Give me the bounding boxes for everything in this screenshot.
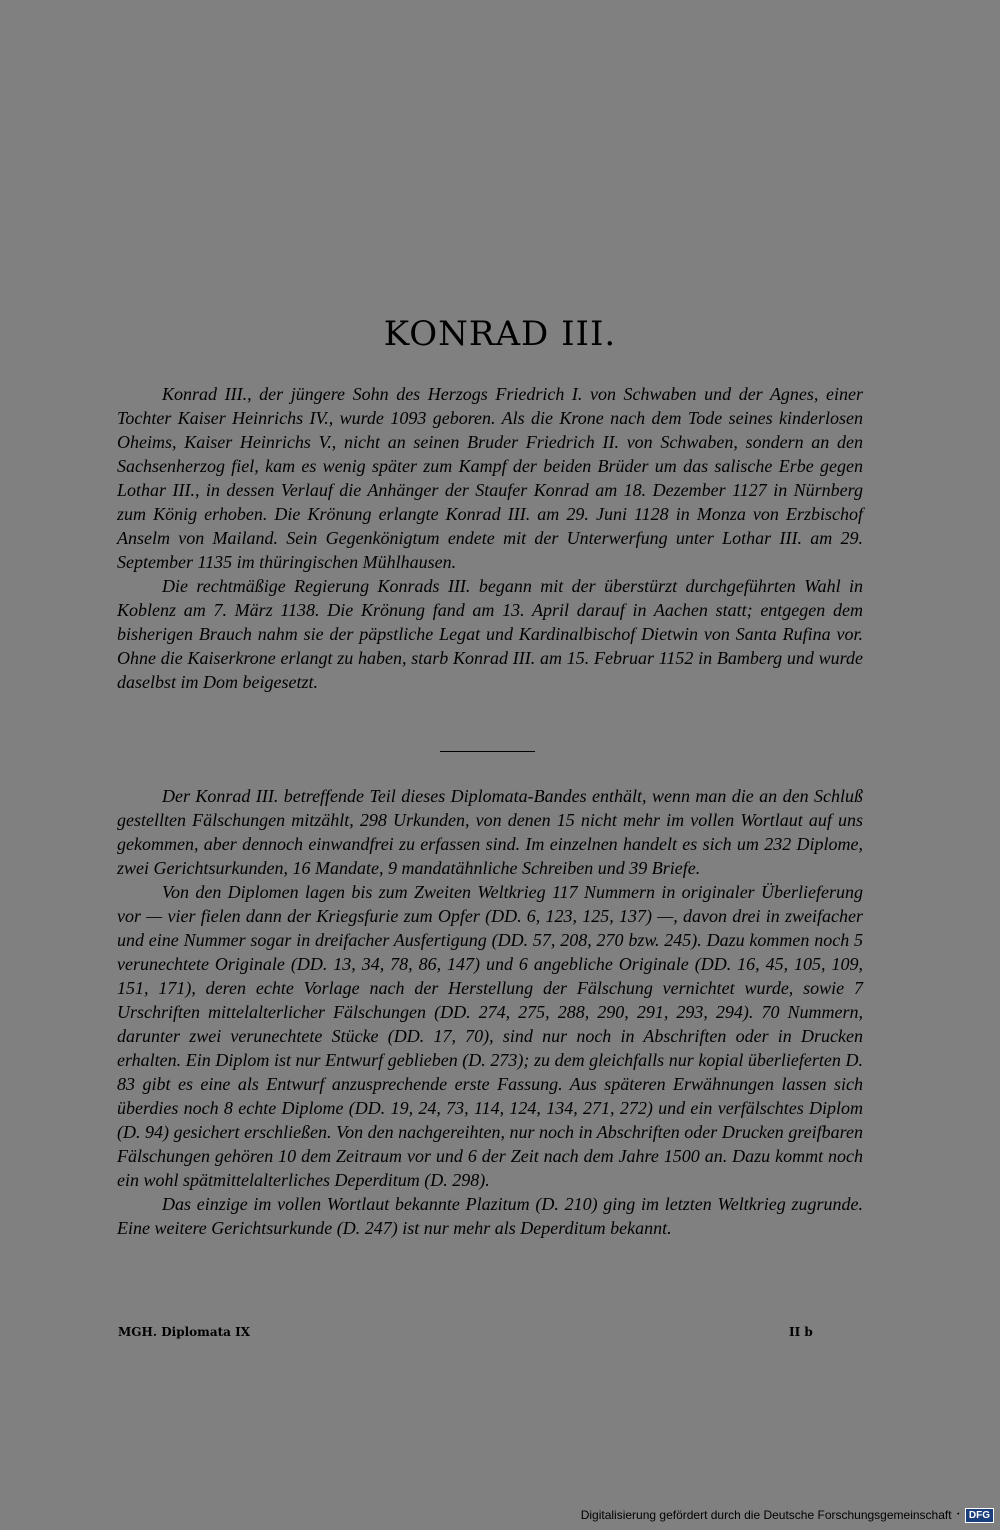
intro-section (117, 382, 863, 694)
footer-signature: MGH. Diplomata IX (118, 1325, 251, 1339)
funding-credit (581, 1506, 994, 1524)
page-title: KONRAD III. (383, 314, 617, 354)
main-paragraph: Von den Diplomen lagen bis zum Zweiten Weltkrieg 117 Nummern in originaler Überlieferung vor — vier fielen dann der Kriegsfurie zum Opfer (DD. 6, 123, 125, 137) —, davon drei in zweifacher und eine Nummer sogar in dreifacher Ausfertigung (DD. 57, 208, 270 bzw. 245). Dazu kommen noch 5 verunechtete Originale (DD. 13, 34, 78, 86, 147) und 6 angebliche Originale (DD. 16, 45, 105, 109, 151, 171), deren echte Vorlage nach der Herstellung der Fälschung vernichtet wurde, sowie 7 Urschriften mittelalterlicher Fälschungen (DD. 274, 275, 288, 290, 291, 293, 294). 70 Nummern, darunter zwei verunechtete Stücke (DD. 17, 70), sind nur noch in Abschriften oder in Drucken erhalten. Ein Diplom ist nur Entwurf geblieben (D. 273); zu dem gleichfalls nur kopial überlieferten D. 83 gibt es eine als Entwurf anzusprechende erste Fassung. Aus späteren Erwähnungen lassen sich überdies noch 8 echte Diplome (DD. 19, 24, 73, 114, 124, 134, 271, 272) und ein verfälschtes Diplom (D. 94) gesichert erschließen. Von den nachgereihten, nur noch in Abschriften oder Drucken greifbaren Fälschungen gehören 10 dem Zeitraum vor und 6 der Zeit nach dem Jahre 1500 an. Dazu kommt noch ein wohl spätmittelalterliches Deperditum (D. 298). (117, 882, 863, 1190)
footer-sheet-mark: II b (789, 1325, 813, 1339)
dfg-logo-icon: DFG (965, 1508, 994, 1523)
main-paragraph: Der Konrad III. betreffende Teil dieses Diplomata-Bandes enthält, wenn man die an den Schluß gestellten Fälschungen mitzählt, 298 Urkunden, von denen 15 nicht mehr im vollen Wortlaut auf uns gekommen, aber dennoch einwandfrei zu erfassen sind. Im einzelnen handelt es sich um 232 Diplome, zwei Gerichtsurkunden, 16 Mandate, 9 mandatähnliche Schreiben und 39 Briefe. (117, 786, 863, 878)
intro-paragraph: Die rechtmäßige Regierung Konrads III. begann mit der überstürzt durchgeführten Wahl in Koblenz am 7. März 1138. Die Krönung fand am 13. April darauf in Aachen statt; entgegen dem bisherigen Brauch nahm sie der päpstliche Legat und Kardinalbischof Dietwin von Santa Rufina vor. Ohne die Kaiserkrone erlangt zu haben, starb Konrad III. am 15. Februar 1152 in Bamberg und wurde daselbst im Dom beigesetzt. (117, 576, 863, 692)
main-section (117, 784, 863, 1240)
intro-paragraph: Konrad III., der jüngere Sohn des Herzogs Friedrich I. von Schwaben und der Agnes, einer Tochter Kaiser Heinrichs IV., wurde 1093 geboren. Als die Krone nach dem Tode seines kinderlosen Oheims, Kaiser Heinrichs V., nicht an seinen Bruder Friedrich II. von Schwaben, sondern an den Sachsenherzog fiel, kam es wenig später zum Kampf der beiden Brüder um das salische Erbe gegen Lothar III., in dessen Verlauf die Anhänger der Staufer Konrad am 18. Dezember 1127 in Nürnberg zum König erhoben. Die Krönung erlangte Konrad III. am 29. Juni 1128 in Monza von Erzbischof Anselm von Mailand. Sein Gegenkönigtum endete mit der Unterwerfung unter Lothar III. am 29. September 1135 im thüringischen Mühlhausen. (117, 384, 863, 572)
section-divider (440, 751, 535, 752)
funding-credit-text: Digitalisierung gefördert durch die Deutsche Forschungsgemeinschaft (580, 1508, 952, 1522)
dfg-logo: · (955, 1506, 961, 1523)
main-paragraph: Das einzige im vollen Wortlaut bekannte Plazitum (D. 210) ging im letzten Weltkrieg zugrunde. Eine weitere Gerichtsurkunde (D. 247) ist nur mehr als Deperditum bekannt. (117, 1194, 863, 1238)
